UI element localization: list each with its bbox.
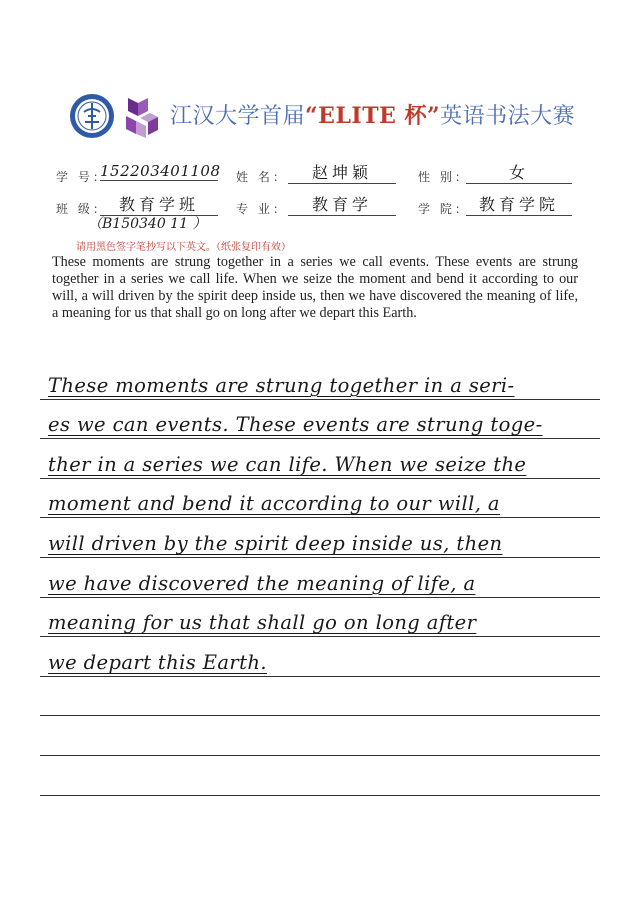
handwriting-line (40, 439, 600, 479)
handwriting-line (40, 400, 600, 440)
title-accent: “ELITE 杯” (305, 103, 441, 129)
name-value: 赵坤颖 (288, 160, 396, 184)
major-label: 专 业： (236, 202, 288, 216)
name-label: 姓 名： (236, 170, 288, 184)
handwriting-line-text: we have discovered the meaning of life, a (48, 571, 476, 595)
title-prefix: 江汉大学首届 (170, 104, 306, 129)
handwriting-line (40, 479, 600, 519)
handwriting-line (40, 360, 600, 400)
handwriting-line-text: ther in a series we can life. When we seize the (48, 452, 527, 476)
handwriting-line-text: meaning for us that shall go on long after (48, 611, 477, 635)
handwriting-line-text: we depart this Earth. (48, 650, 267, 674)
major-value: 教育学 (288, 192, 396, 216)
title-suffix: 英语书法大赛 (440, 104, 576, 129)
contest-title (170, 96, 575, 136)
university-seal-icon (68, 92, 116, 140)
handwriting-line (40, 716, 600, 756)
handwriting-line-text: es we can events. These events are strung toge- (48, 413, 543, 437)
handwriting-line (40, 558, 600, 598)
gender-label: 性 别： (418, 170, 470, 184)
class-value: 教育学班 (100, 192, 218, 216)
copy-instruction: 请用黑色签字笔抄写以下英文。（纸张复印有效） (76, 242, 291, 253)
handwriting-line (40, 677, 600, 717)
class-code-value: （B150340 11 ） (88, 216, 207, 232)
student-id-value: 152203401108 (100, 162, 221, 180)
reference-passage: These moments are strung together in a series we call events. These events are strung together in a series we call life. When we seize the moment and bend it according to our will, a will driven by the spirit deep inside us, then we have discovered the meaning of life, a meaning for us that shall go on long after we depart this Earth. (52, 254, 578, 321)
cube-logo-icon (122, 96, 162, 140)
handwriting-line (40, 756, 600, 796)
college-value: 教育学院 (466, 192, 572, 216)
college-label: 学 院： (418, 202, 470, 216)
handwriting-area (40, 360, 600, 796)
handwriting-line (40, 598, 600, 638)
handwriting-line-text: moment and bend it according to our will, a (48, 492, 500, 516)
class-label: 班 级： (56, 202, 108, 216)
handwriting-line (40, 518, 600, 558)
handwriting-line-text: These moments are strung together in a seri- (48, 373, 515, 397)
gender-value: 女 (466, 160, 572, 184)
student-id-label: 学 号： (56, 170, 108, 184)
handwriting-line-text: will driven by the spirit deep inside us, then (48, 531, 503, 555)
handwriting-line (40, 637, 600, 677)
